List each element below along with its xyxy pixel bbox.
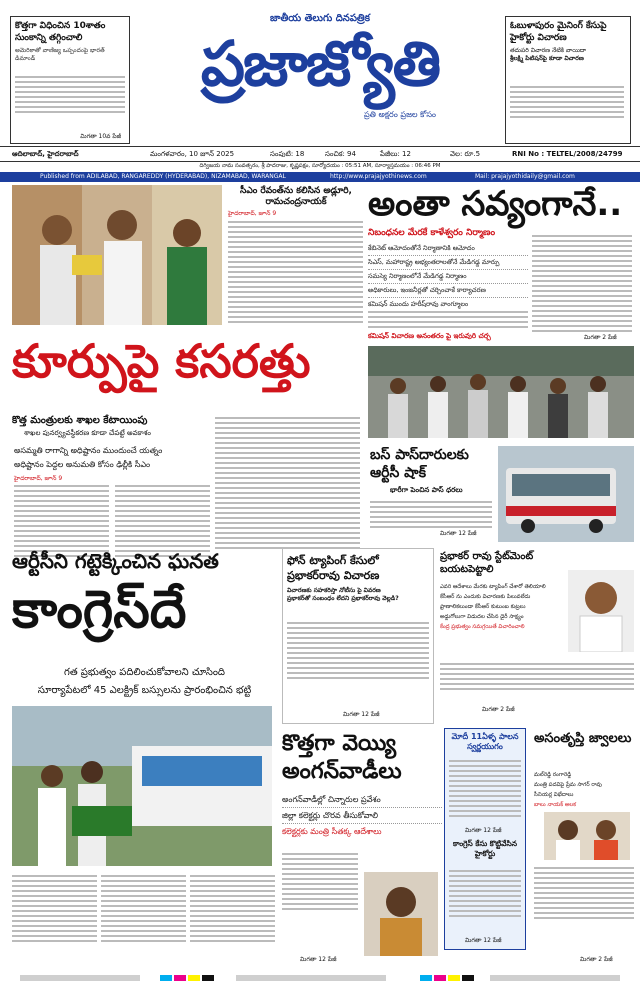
mail-link[interactable]: Mail: prajajyothidaily@gmail.com	[475, 173, 575, 180]
bus-illustration	[498, 446, 634, 542]
electric-bus-launch-illustration	[12, 706, 272, 866]
left-promo-headline: కొత్తగా విధించిన 10శాతం సుంకాన్ని తగ్గించాలి	[15, 21, 106, 43]
anganwadi-more: మిగతా 12 పేజీ	[300, 956, 337, 963]
modi-box	[444, 728, 526, 950]
masthead-tagline: జాతీయ తెలుగు దినపత్రిక	[270, 13, 370, 24]
website-link[interactable]: http://www.prajajyothinews.com	[330, 173, 427, 180]
left-promo-sub: అమెరికాతో వాణిజ్య ఒప్పందంపై భారత్ డిమాండ్	[15, 47, 105, 62]
cm-story-dateline: హైదరాబాద్, జూన్ 9	[228, 210, 277, 217]
cabinet-sub: కొత్త మంత్రులకు శాఖల కేటాయింపు	[12, 415, 148, 426]
dateline-issue: సంచిక: 94	[325, 150, 356, 158]
rtc-sub: గత ప్రభుత్వం పదిలించుకోవాలని చూసింది	[64, 667, 225, 678]
bandi-sanjay-photo	[568, 570, 634, 652]
phone-sub: విచారణకు సహకరిస్తా నోటీసు పై వివరణ	[287, 587, 381, 594]
discontent-bullet: మంత్రి పదవిపై ప్రేమ సాగర్ రావు	[534, 782, 602, 788]
cabinet-sub2: శాఖల పునర్వ్యవస్థీకరణ కూడా చేపట్టే అవకాశం	[24, 429, 151, 437]
portrait-illustration	[568, 570, 634, 652]
discontent-bullet: బాలు నాయక్ అలక	[534, 802, 577, 808]
discontent-more: మిగతా 2 పేజీ	[580, 956, 613, 963]
cm-meeting-illustration	[12, 185, 222, 325]
press-meet-photo	[368, 346, 634, 438]
published-strip	[0, 172, 640, 182]
right-promo-headline: ఓబుళాపురం మైనింగ్ కేసుపై హైకోర్టు విచారణ	[510, 21, 607, 43]
cabinet-bullet: అసమ్మతి రాగాన్ని అధిష్టానం ముందుంచే యత్నం	[14, 446, 163, 455]
statement-headline: ప్రభాకర్ రావు స్టేట్‌మెంట్ బయటపెట్టాలి	[440, 551, 534, 575]
cm-meeting-photo	[12, 185, 222, 325]
left-promo-box	[10, 16, 130, 144]
dateline-date: మంగళవారం, 10 జూన్ 2025	[150, 150, 235, 158]
kaleshwaram-bullet: అధికారులు, ఇంజనీర్లతో చర్చించాకే కార్యాచరణ	[368, 284, 528, 298]
discontent-bullets	[534, 770, 634, 810]
bus-sub: భారీగా పెంచిన పాస్ ధరలు	[390, 486, 463, 494]
rtc-headline: ఆర్టీసీని గట్టెక్కించిన ఘనత	[12, 549, 219, 573]
discontent-headline: అసంతృప్తి జ్వాలలు	[534, 731, 632, 746]
phone-tapping-box	[282, 548, 434, 724]
kaleshwaram-bullet: సమస్యె నిర్మాణంలోనే మేడిగడ్డ నిర్మాణం	[368, 270, 528, 284]
ktr-headline: కాంగ్రెస్ కేసు కొట్టివేసిన హైకోర్టు	[452, 839, 518, 858]
masthead-motto: ప్రతి అక్షరం ప్రజల కోసం	[363, 110, 436, 119]
anganwadi-bullet: జిల్లా కలెక్టర్లు చొరవ తీసుకోవాలి	[282, 808, 442, 824]
cabinet-headline: కూర్పుపై కసరత్తు	[12, 334, 311, 388]
seethakka-photo	[364, 872, 438, 956]
statement-bullet: ఫ్రాణాలికలుండా కేసీఆర్ కుటుంబ కుట్రలు	[440, 604, 526, 610]
info-strip: దిగ్విజయ నామ సంవత్సరం, శ్రీ పాదరాజు, కృష్ణపక్షం, సూర్యోదయం : 05:51 AM, సూర్యాస్తమయం : 06:46 PM	[199, 163, 441, 169]
discontent-bullet: మల్‌రెడ్డి రంగారెడ్డి	[534, 772, 572, 778]
anganwadi-headline: కొత్తగా వెయ్యి అంగన్‌వాడీలు	[282, 731, 402, 784]
modi-headline: మోదీ 11ఏళ్ళ పాలన స్వర్ణయుగం	[451, 732, 519, 751]
kaleshwaram-bullet: కేబినెట్ ఆమోదంతోనే నిర్మాణానికి ఆమోదం	[368, 242, 528, 256]
electric-bus-launch-photo	[12, 706, 272, 866]
phone-sub2: ప్రభాకర్‌తో సంబంధం లేదని ప్రభాకర్‌రావు వెల్లడి?	[287, 595, 399, 602]
ktr-more: మిగతా 12 పేజీ	[465, 937, 502, 944]
kaleshwaram-sub: నిబంధనల మేరకే కాళేశ్వరం నిర్మాణం	[368, 228, 496, 238]
dateline-price: వెల: రూ.5	[450, 150, 481, 158]
press-meet-illustration	[368, 346, 634, 438]
cm-story-headline: సీఎం రేవంత్‌ను కలిసిన అడ్లూరి, రామచంద్రనాయక్	[240, 186, 352, 207]
dateline-cities: ఆదిలాబాద్, హైదరాబాద్	[12, 150, 79, 158]
anganwadi-bullet: అంగన్‌వాడీల్లో చిన్నారుల ప్రవేశం	[282, 792, 442, 808]
anganwadi-bullet: కలెక్టర్లకు మంత్రి సీతక్క ఆదేశాలు	[282, 827, 382, 836]
dateline-rni: RNI No : TELTEL/2008/24799	[512, 150, 623, 158]
statement-bullets	[440, 582, 565, 632]
kaleshwaram-bullet: కమిషన్ ముందు హరీష్‌రావు వాంగ్మూలం	[368, 298, 528, 312]
dateline-bar	[0, 146, 640, 162]
registration-strip	[0, 968, 640, 978]
dateline-pages: పేజీలు: 12	[380, 150, 411, 158]
masthead-title: ప్రజాజ్యోతి	[200, 27, 440, 100]
leader-illustration	[544, 812, 630, 860]
kaleshwaram-bullet: సిఎస్, మహారాష్ట్ర అభ్యంతరాలతోనే మేడిగడ్డ మార్పు	[368, 256, 528, 270]
anganwadi-bullets	[282, 792, 442, 839]
bus-more: మిగతా 12 పేజీ	[440, 530, 477, 537]
statement-bullet: అడ్డుగోలుగా విడుదల చేసిన డైరీ సాక్ష్యం	[440, 614, 524, 620]
dateline-volume: సంపుటి: 18	[270, 150, 305, 158]
cabinet-bullet: అధిష్టానం పెద్దల అనుమతి కోసం ఢిల్లీకి సీఎం	[14, 460, 151, 469]
published-from: Published from ADILABAD, RANGAREDDY (HYDERABAD), NIZAMABAD, WARANGAL	[40, 173, 286, 180]
bus-photo	[498, 446, 634, 542]
kaleshwaram-headline: అంతా సవ్యంగానే..	[368, 184, 623, 224]
registration-marks	[0, 973, 640, 983]
kaleshwaram-highlight: కమిషన్ విచారణ అనంతరం పై ఇరువురి చర్చ	[368, 332, 491, 340]
statement-bullet: ఎవరి ఆదేశాలు మేరకు ట్యాపింగ్ చేశారో తెలియాలి	[440, 584, 546, 590]
right-promo-box	[505, 16, 631, 144]
rtc-headline2: కాంగ్రెస్‌దే	[12, 580, 187, 640]
statement-bullet: కేంద్ర ప్రభుత్వం సమగ్రయితే విచారించాలి	[440, 624, 525, 630]
seethakka-illustration	[364, 872, 438, 956]
cabinet-bullets	[14, 444, 209, 472]
kaleshwaram-bullets	[368, 242, 528, 312]
left-promo-more: మిగతా 10వ పేజీ	[80, 133, 121, 140]
modi-more: మిగతా 12 పేజీ	[465, 827, 502, 834]
right-promo-sub: తదుపరి విచారణ నేటికి వాయిదా	[510, 47, 587, 54]
cabinet-dateline: హైదరాబాద్, జూన్ 9	[14, 475, 63, 482]
kaleshwaram-more: మిగతా 2 పేజీ	[584, 334, 617, 341]
phone-headline: ఫోన్ ట్యాపింగ్ కేసులో ప్రభాకర్‌రావు విచారణ	[287, 554, 380, 582]
right-promo-sub2: శ్రీలక్ష్మి పిటిషన్‌పై కూడా విచారణ	[510, 55, 584, 62]
phone-more: మిగతా 12 పేజీ	[343, 711, 380, 718]
discontent-bullet: సీనియర్ల విభేదాలు	[534, 792, 574, 798]
bus-headline: బస్ పాస్‌దారులకు ఆర్టీసీ షాక్	[370, 447, 469, 481]
statement-more: మిగతా 2 పేజీ	[482, 706, 515, 713]
rtc-sub2: సూర్యాపేటలో 45 ఎలక్ట్రిక్ బస్సులను ప్రారంభించిన భట్టి	[37, 685, 252, 696]
leader-photo	[544, 812, 630, 860]
statement-bullet: కేసీఆర్ ను ఎందుకు విచారణకు పిలువలేదు	[440, 594, 531, 600]
